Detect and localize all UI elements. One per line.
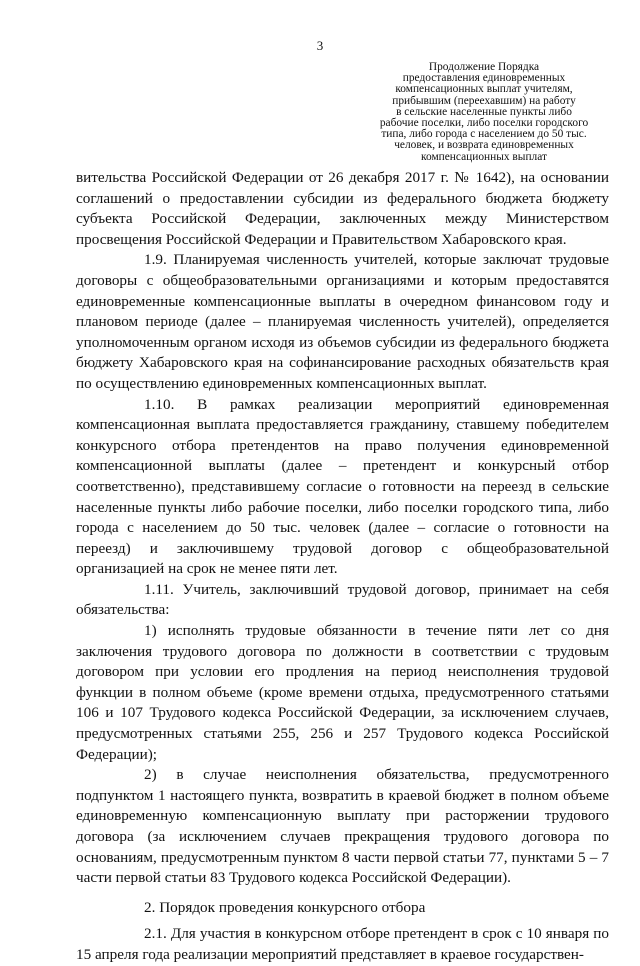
header-line: в сельские населенные пункты либо	[396, 105, 572, 118]
header-line: типа, либо города с населением до 50 тыс.	[381, 128, 587, 141]
page-number: 3	[316, 38, 324, 53]
paragraph-1-11: 1.11. Учитель, заключивший трудовой договор, принимает на себя обязательства:	[76, 580, 609, 619]
paragraph-1-10: 1.10. В рамках реализации мероприятий единовременная компенсационная выплата предоставляется гражданину, ставшему победителем конкурсного отбора претендентов на право получения единовременной компенсационной выплаты (далее – претендент и конкурсный отбор соответственно), представившему согласие о готовности на переезд в сельские населенные пункты либо рабочие поселки, либо поселки городского типа, либо города с населением до 50 тыс. человек (далее – согласие о готовности на переезд) и заключившему трудовой договор с общеобразовательной организацией на срок не менее пяти лет.	[76, 395, 609, 578]
header-block	[368, 62, 600, 163]
header-line: компенсационных выплат	[421, 150, 547, 163]
section-heading: 2. Порядок проведения конкурсного отбора	[144, 898, 426, 916]
header-line: прибывшим (переехавшим) на работу	[392, 94, 576, 107]
header-line: компенсационных выплат учителям,	[395, 83, 573, 96]
paragraph-1-11-item-2: 2) в случае неисполнения обязательства, предусмотренного подпунктом 1 настоящего пункта, возвратить в краевой бюджет в полном объеме единовременную компенсационную выплату при расторжении трудового договора (за исключением случаев прекращения трудового договора по основаниям, предусмотренным пунктом 8 части первой статьи 77, пунктами 5 – 7 части первой статьи 83 Трудового кодекса Российской Федерации).	[76, 766, 609, 887]
header-line: человек, и возврата единовременных	[394, 139, 574, 152]
header-line: Продолжение Порядка	[428, 61, 540, 73]
document-body	[76, 168, 609, 966]
paragraph-2-1: 2.1. Для участия в конкурсном отборе претендент в срок с 10 января по 15 апреля года реализации мероприятий представляет в краевое государствен-	[76, 925, 609, 963]
paragraph-1-11-item-1: 1) исполнять трудовые обязанности в течение пяти лет со дня заключения трудового договора по должности в соответствии с трудовым договором при условии его продления на период неисполнения трудовой функции в полном объеме (кроме времени отдыха, предусмотренного статьями 106 и 107 Трудового кодекса Российской Федерации, за исключением случаев, предусмотренных статьями 255, 256 и 257 Трудового кодекса Российской Федерации);	[76, 622, 609, 763]
paragraph-continuation: вительства Российской Федерации от 26 декабря 2017 г. № 1642), на основании соглашений о предоставлении субсидии из федерального бюджета бюджету субъекта Российской Федерации, заключенных между Министерством просвещения Российской Федерации и Правительством Хабаровского края.	[76, 169, 609, 248]
paragraph-1-9: 1.9. Планируемая численность учителей, которые заключат трудовые договоры с общеобразовательными организациями и которым предоставятся единовременные компенсационные выплаты в очередном финансовом году и плановом периоде (далее – планируемая численность учителей), определяется уполномоченным органом исходя из объемов субсидии из федерального бюджета бюджету Хабаровского края на софинансирование расходных обязательств края по осуществлению единовременных компенсационных выплат.	[76, 251, 609, 392]
header-line: предоставления единовременных	[402, 72, 566, 85]
header-line: рабочие поселки, либо поселки городского	[379, 117, 589, 130]
